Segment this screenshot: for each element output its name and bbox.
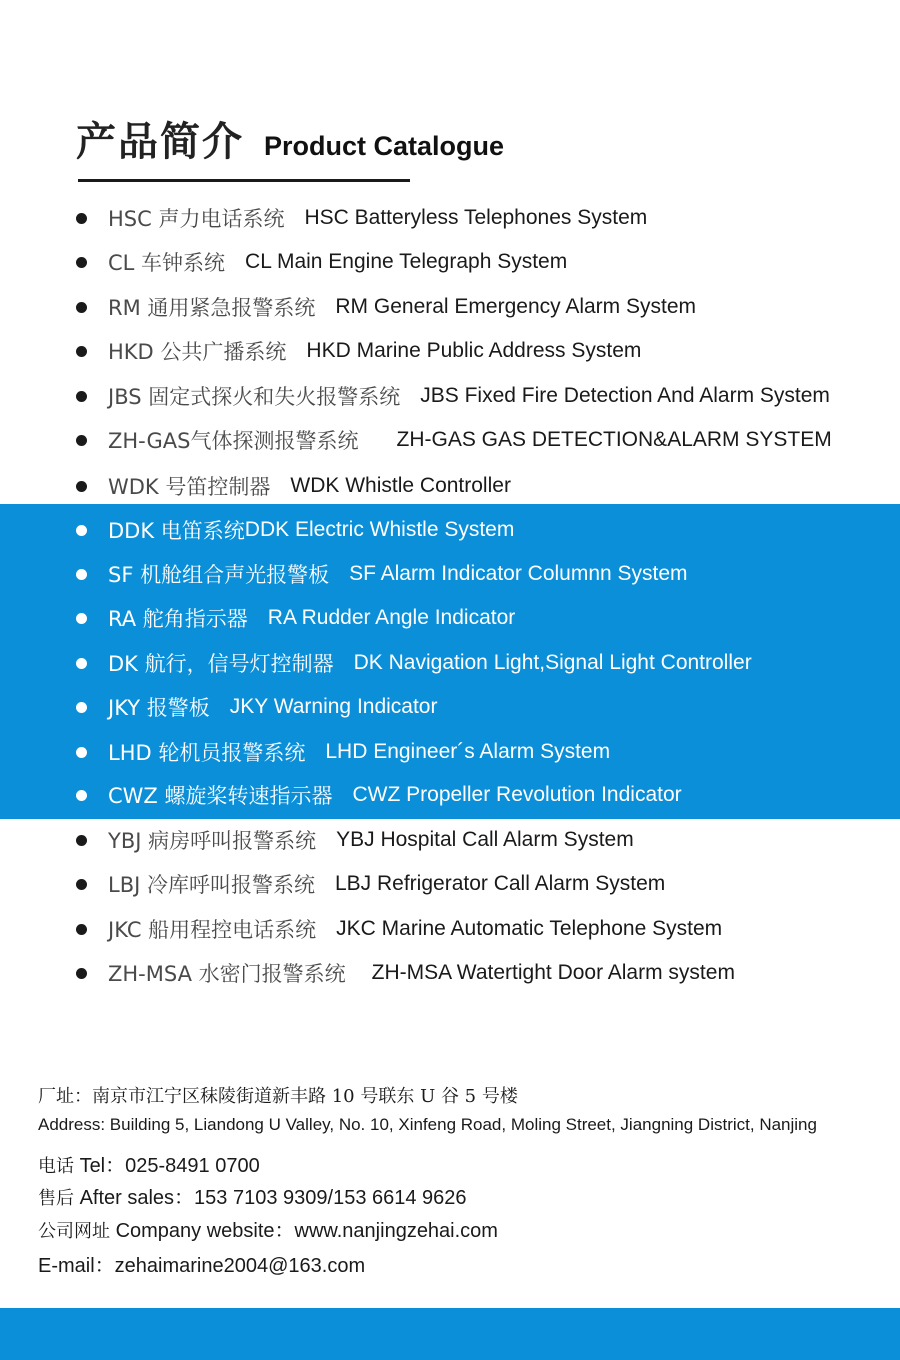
product-name-chinese: JKC 船用程控电话系统	[108, 918, 317, 942]
product-name-english: JKY Warning Indicator	[229, 695, 438, 718]
product-name-english: LBJ Refrigerator Call Alarm System	[334, 872, 666, 895]
product-name-chinese: ZH-MSA 水密门报警系统	[108, 962, 346, 986]
bullet-icon	[76, 435, 87, 446]
product-name-chinese: HSC 声力电话系统	[108, 207, 285, 231]
product-name-english: CL Main Engine Telegraph System	[245, 250, 568, 273]
list-item	[76, 381, 830, 411]
bullet-icon	[76, 702, 87, 713]
list-item	[76, 737, 610, 767]
product-name-english: CWZ Propeller Revolution Indicator	[352, 783, 682, 806]
product-name-english: LHD Engineer´s Alarm System	[325, 740, 611, 763]
footer-bar	[0, 1308, 900, 1360]
product-name-chinese: WDK 号笛控制器	[108, 475, 271, 499]
bullet-icon	[76, 613, 87, 624]
list-item	[76, 515, 514, 545]
product-name-english: JBS Fixed Fire Detection And Alarm System	[420, 384, 830, 407]
product-name-english: HSC Batteryless Telephones System	[304, 206, 648, 229]
factory-address-english: Address: Building 5, Liandong U Valley, No. 10, Xinfeng Road, Moling Street, Jiangning District, Nanjing	[38, 1115, 817, 1134]
telephone-label: 电话	[38, 1156, 74, 1177]
bullet-icon	[76, 790, 87, 801]
product-name-chinese: RM 通用紧急报警系统	[108, 296, 316, 320]
product-name-english: HKD Marine Public Address System	[306, 339, 642, 362]
bullet-icon	[76, 213, 87, 224]
list-item	[76, 336, 641, 366]
product-name-chinese: CL 车钟系统	[108, 251, 226, 275]
product-name-english: RM General Emergency Alarm System	[335, 295, 696, 318]
product-name-chinese: RA 舵角指示器	[108, 607, 248, 631]
list-item	[76, 603, 515, 633]
after-sales-line	[38, 1181, 467, 1210]
product-name-chinese: DK 航行，信号灯控制器	[108, 652, 334, 676]
list-item	[76, 471, 511, 501]
bullet-icon	[76, 257, 87, 268]
bullet-icon	[76, 302, 87, 313]
website-line	[38, 1214, 498, 1243]
page-title-chinese: 产品简介	[76, 119, 244, 165]
bullet-icon	[76, 481, 87, 492]
product-name-english: DK Navigation Light,Signal Light Controller	[353, 651, 752, 674]
catalogue-header	[76, 110, 504, 167]
product-name-english: ZH-GAS GAS DETECTION&ALARM SYSTEM	[396, 428, 832, 451]
bullet-icon	[76, 525, 87, 536]
bullet-icon	[76, 747, 87, 758]
title-underline-divider	[78, 179, 410, 182]
product-name-english: SF Alarm Indicator Columnn System	[349, 562, 688, 585]
after-sales-label: 售后	[38, 1188, 74, 1209]
list-item	[76, 692, 437, 722]
bullet-icon	[76, 879, 87, 890]
product-name-english: JKC Marine Automatic Telephone System	[336, 917, 723, 940]
list-item	[76, 958, 735, 988]
list-item	[76, 425, 832, 455]
telephone-line	[38, 1149, 260, 1178]
product-name-english: WDK Whistle Controller	[290, 474, 511, 497]
bullet-icon	[76, 569, 87, 580]
telephone-number: Tel：025-8491 0700	[79, 1155, 260, 1177]
list-item	[76, 648, 752, 678]
list-item	[76, 825, 634, 855]
product-name-chinese: ZH-GAS气体探测报警系统	[108, 429, 359, 453]
product-name-english: YBJ Hospital Call Alarm System	[336, 828, 634, 851]
product-name-chinese: JKY 报警板	[108, 696, 210, 720]
list-item	[76, 203, 647, 233]
product-name-english: ZH-MSA Watertight Door Alarm system	[371, 961, 735, 984]
product-name-chinese: DDK 电笛系统	[108, 519, 245, 543]
page-title-english: Product Catalogue	[264, 131, 505, 161]
email-line: E-mail：zehaimarine2004@163.com	[38, 1255, 366, 1277]
bullet-icon	[76, 658, 87, 669]
website-url: Company website：www.nanjingzehai.com	[115, 1220, 498, 1242]
bullet-icon	[76, 835, 87, 846]
list-item	[76, 780, 682, 810]
product-name-chinese: LHD 轮机员报警系统	[108, 741, 306, 765]
bullet-icon	[76, 924, 87, 935]
bullet-icon	[76, 968, 87, 979]
product-name-chinese: SF 机舱组合声光报警板	[108, 563, 330, 587]
product-name-english: DDK Electric Whistle System	[244, 518, 515, 541]
factory-address-chinese: 厂址：南京市江宁区秣陵街道新丰路 10 号联东 U 谷 5 号楼	[38, 1086, 518, 1107]
website-label: 公司网址	[38, 1221, 110, 1242]
list-item	[76, 292, 696, 322]
bullet-icon	[76, 346, 87, 357]
product-name-english: RA Rudder Angle Indicator	[267, 606, 516, 629]
after-sales-numbers: After sales：153 7103 9309/153 6614 9626	[79, 1187, 467, 1209]
list-item	[76, 247, 567, 277]
product-name-chinese: LBJ 冷库呼叫报警系统	[108, 873, 315, 897]
product-name-chinese: YBJ 病房呼叫报警系统	[108, 829, 317, 853]
list-item	[76, 869, 665, 899]
product-name-chinese: CWZ 螺旋桨转速指示器	[108, 784, 333, 808]
product-name-chinese: HKD 公共广播系统	[108, 340, 287, 364]
bullet-icon	[76, 391, 87, 402]
list-item	[76, 914, 722, 944]
product-name-chinese: JBS 固定式探火和失火报警系统	[108, 385, 401, 409]
list-item	[76, 559, 688, 589]
